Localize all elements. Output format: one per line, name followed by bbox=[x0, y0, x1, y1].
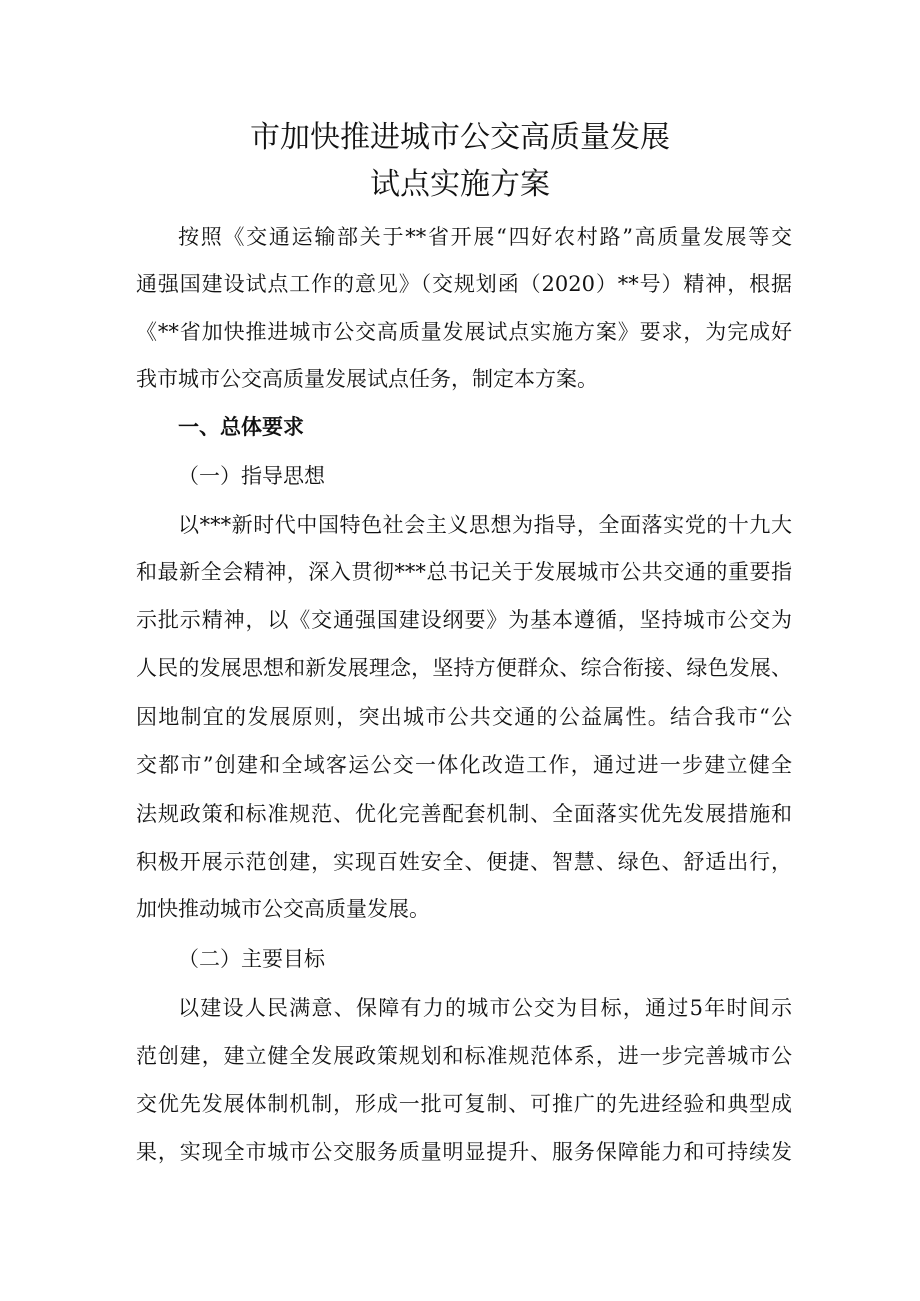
intro-line-1: 按照《交通运输部关于**省开展“四好农村路”高质量发展等交 bbox=[178, 225, 792, 249]
guiding-line-9: 加快推动城市公交高质量发展。 bbox=[136, 897, 430, 921]
guiding-line-1: 以***新时代中国特色社会主义思想为指导，全面落实党的十九大 bbox=[178, 513, 792, 537]
guiding-line-8: 积极开展示范创建，实现百姓安全、便捷、智慧、绿色、舒适出行， bbox=[136, 850, 792, 874]
goals-line-2: 范创建，建立健全发展政策规划和标准规范体系，进一步完善城市公 bbox=[136, 1044, 792, 1068]
guiding-line-7: 法规政策和标准规范、优化完善配套机制、全面落实优先发展措施和 bbox=[136, 802, 792, 826]
subsection-heading-guiding-ideology: （一）指导思想 bbox=[178, 464, 325, 488]
section-heading-general-requirements: 一、总体要求 bbox=[178, 415, 304, 439]
intro-line-3: 《**省加快推进城市公交高质量发展试点实施方案》要求，为完成好 bbox=[136, 320, 792, 344]
guiding-line-3: 示批示精神，以《交通强国建设纲要》为基本遵循，坚持城市公交为 bbox=[136, 608, 792, 632]
document-title-line-2: 试点实施方案 bbox=[370, 167, 550, 202]
goals-line-4: 果，实现全市城市公交服务质量明显提升、服务保障能力和可持续发 bbox=[136, 1140, 792, 1164]
intro-line-2: 通强国建设试点工作的意见》（交规划函（2020）**号）精神，根据 bbox=[136, 272, 792, 296]
goals-line-1: 以建设人民满意、保障有力的城市公交为目标，通过5年时间示 bbox=[178, 996, 792, 1020]
guiding-line-5: 因地制宜的发展原则，突出城市公共交通的公益属性。结合我市“公 bbox=[136, 705, 792, 729]
guiding-line-2: 和最新全会精神，深入贯彻***总书记关于发展城市公共交通的重要指 bbox=[136, 560, 792, 584]
intro-line-4: 我市城市公交高质量发展试点任务，制定本方案。 bbox=[136, 367, 598, 391]
document-title-line-1: 市加快推进城市公交高质量发展 bbox=[250, 120, 670, 155]
guiding-line-6: 交都市”创建和全域客运公交一体化改造工作，通过进一步建立健全 bbox=[136, 753, 792, 777]
subsection-heading-main-goals: （二）主要目标 bbox=[178, 947, 325, 971]
guiding-line-4: 人民的发展思想和新发展理念，坚持方便群众、综合衔接、绿色发展、 bbox=[136, 656, 792, 680]
goals-line-3: 交优先发展体制机制，形成一批可复制、可推广的先进经验和典型成 bbox=[136, 1092, 792, 1116]
